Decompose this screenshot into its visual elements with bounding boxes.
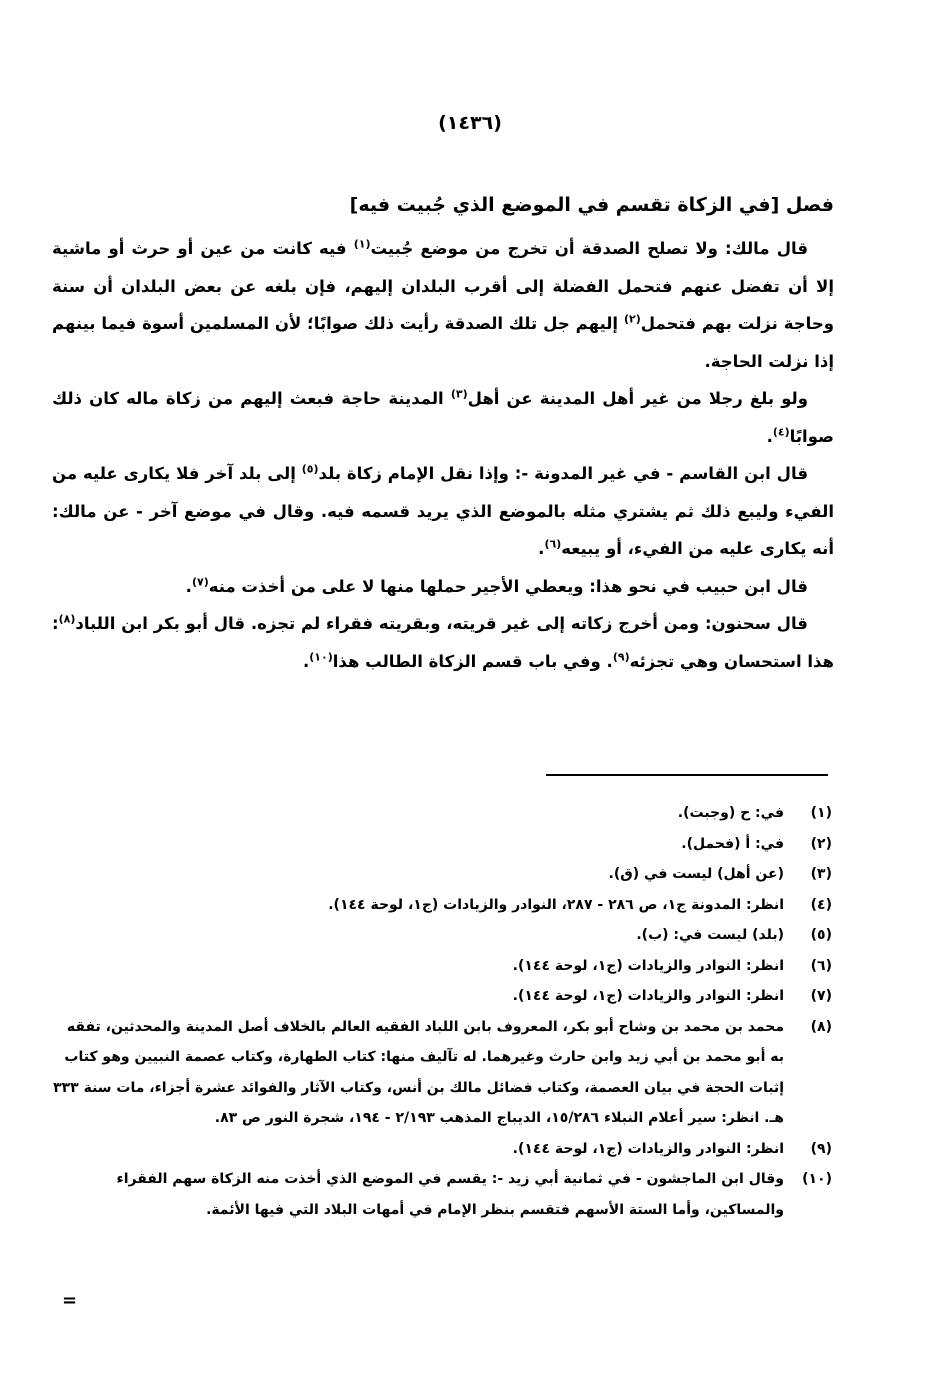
footnote-text: محمد بن محمد بن وشاح أبو بكر، المعروف بابن اللباد الفقيه العالم بالخلاف أصل المدينة والمحدثين، تفقه به أبو محمد بن أبي زيد وابن حارث وغيرهما. له تآليف منها: كتاب الطهارة، وكتاب عصمة النبيين وهو كتاب إثبات الحجة في بيان العصمة، وكتاب فضائل مالك بن أنس، وكتاب الآثار والفوائد عشرة أجزاء، مات سنة ٣٣٣ هـ. انظر: سير أعلام النبلاء ١٥/٢٨٦، الديباج المذهب ٢/١٩٣ - ١٩٤، شجرة النور ص ٨٣.: [53, 1018, 784, 1126]
footnote-text: وقال ابن الماجشون - في ثمانية أبي زيد -: يقسم في الموضع الذي أخذت منه الزكاة سهم الفقراء والمساكين، وأما الستة الأسهم فتقسم بنظر الإمام في أمهات البلاد التي فيها الأئمة.: [116, 1171, 784, 1218]
footnote-item: [52, 1164, 832, 1225]
footnote-reference: (١٠): [309, 650, 333, 663]
body-paragraph: [52, 380, 834, 455]
footnote-text: في: أ (فحمل).: [681, 835, 784, 852]
footnote-number: (٦): [810, 957, 832, 974]
footnote-separator: [546, 774, 828, 776]
continuation-mark: =: [62, 1290, 78, 1311]
footnote-number: (٤): [810, 896, 832, 913]
footnote-reference: (٧): [191, 575, 209, 588]
footnote-item: [52, 981, 832, 1012]
footnote-number: (٨): [810, 1018, 832, 1035]
footnote-reference: (٦): [544, 537, 562, 551]
paragraph-text: : هذا استحسان وهي تجزئه: [52, 614, 834, 671]
footnote-text: انظر: النوادر والزيادات (ج١، لوحة ١٤٤).: [512, 957, 784, 974]
footnote-number: (٣): [810, 866, 832, 882]
footnote-number: (١): [810, 805, 832, 821]
footnote-reference: (٤): [772, 425, 790, 438]
footnote-text: في: ح (وجبت).: [677, 805, 784, 821]
paragraph-text: ولو بلغ رجلا من غير أهل المدينة عن أهل: [467, 389, 808, 408]
paragraph-text: فيه كانت من عين أو حرث أو ماشية إلا أن تفضل عنهم فتحمل الفضلة إلى أقرب البلدان إليهم، فإن بلغه عن بعض البلدان أن سنة وحاجة نزلت بهم فتحمل: [52, 239, 834, 333]
footnote-item: [52, 951, 832, 982]
paragraph-text: قال ابن حبيب في نحو هذا: ويعطي الأجير حملها منها لا على من أخذت منه: [208, 576, 808, 596]
paragraph-text: .: [538, 539, 545, 558]
footnote-text: (بلد) ليست في: (ب).: [636, 927, 784, 943]
footnote-reference: (٢): [623, 312, 641, 326]
page-number: (١٤٣٦): [438, 112, 502, 134]
footnote-reference: (٨): [58, 612, 76, 626]
paragraph-text: . وفي باب قسم الزكاة الطالب هذا: [332, 651, 613, 671]
paragraph-text: قال مالك: ولا تصلح الصدقة أن تخرج من موضع جُبيت: [370, 239, 809, 258]
footnote-number: (٧): [810, 988, 832, 1004]
body-paragraph: [52, 455, 834, 568]
paragraph-text: .: [185, 576, 192, 596]
footnote-text: انظر: النوادر والزيادات (ج١، لوحة ١٤٤).: [512, 1140, 784, 1157]
footnote-reference: (٩): [612, 650, 630, 663]
footnote-item: [52, 798, 832, 829]
footnote-item: [52, 859, 832, 890]
footnote-text: انظر: النوادر والزيادات (ج١، لوحة ١٤٤).: [512, 988, 784, 1004]
footnote-reference: (١): [353, 237, 371, 251]
footnote-number: (١٠): [802, 1171, 832, 1187]
body-text: [52, 230, 834, 680]
paragraph-text: .: [302, 651, 310, 671]
footnote-item: [52, 829, 832, 860]
paragraph-text: إليهم جل تلك الصدقة رأيت ذلك صوابًا؛ لأن المسلمين أسوة فيما بينهم إذا نزلت الحاجة.: [52, 314, 834, 371]
section-heading: فصل [في الزكاة تقسم في الموضع الذي جُبيت فيه]: [349, 194, 834, 216]
body-paragraph: [52, 568, 834, 606]
footnote-number: (٥): [810, 927, 832, 943]
footnote-number: (٢): [810, 835, 832, 852]
footnote-item: [52, 1012, 832, 1134]
footnote-text: (عن أهل) ليست في (ق).: [608, 866, 784, 882]
body-paragraph: [52, 605, 834, 680]
body-paragraph: [52, 230, 834, 380]
footnotes: [52, 798, 832, 1225]
footnote-item: [52, 920, 832, 951]
footnote-item: [52, 890, 832, 921]
paragraph-text: قال ابن القاسم - في غير المدونة -: وإذا نقل الإمام زكاة بلد: [318, 464, 808, 483]
footnote-text: انظر: المدونة ج١، ص ٢٨٦ - ٢٨٧، النوادر والزيادات (ج١، لوحة ١٤٤).: [328, 896, 784, 913]
footnote-reference: (٥): [301, 462, 319, 476]
paragraph-text: إلى بلد آخر فلا يكارى عليه من الفيء وليبع ذلك ثم يشتري مثله بالموضع الذي يريد قسمه فيه. وقال في موضع آخر - عن مالك: أنه يكارى عليه من الفيء، أو يبيعه: [52, 464, 834, 558]
paragraph-text: .: [766, 426, 773, 446]
paragraph-text: قال سحنون: ومن أخرج زكاته إلى غير قريته، وبقريته فقراء لم تجزه. قال أبو بكر ابن اللباد: [75, 614, 808, 633]
paragraph-text: المدينة حاجة فبعث إليهم من زكاة ماله كان ذلك صوابًا: [52, 389, 834, 446]
footnote-reference: (٣): [450, 387, 468, 401]
footnote-number: (٩): [810, 1140, 832, 1157]
footnote-item: [52, 1134, 832, 1165]
